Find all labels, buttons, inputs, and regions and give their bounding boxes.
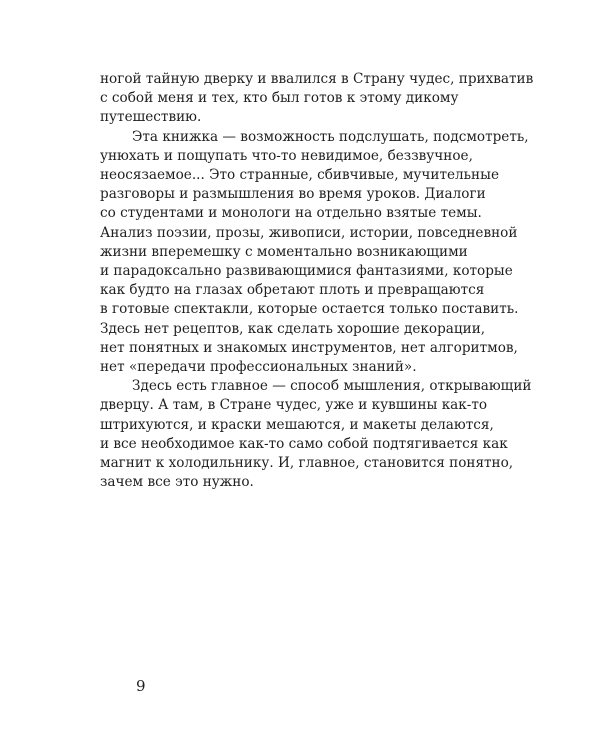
text-line: жизни вперемешку с моментально возникающими [100,243,468,260]
text-line: зачем все это нужно. [100,474,254,491]
text-line: в готовые спектакли, которые остается только поставить. [100,301,519,318]
text-line: и все необходимое как-то само собой подтягивается как [100,435,508,452]
text-line: путешествию. [100,109,202,126]
text-line: со студентами и монологи на отдельно взятые темы. [100,205,482,222]
text-line: магнит к холодильнику. И, главное, становится понятно, [100,455,514,472]
text-line: Здесь нет рецептов, как сделать хорошие декорации, [100,320,486,337]
text-line: как будто на глазах обретают плоть и превращаются [100,282,485,299]
text-line: унюхать и пощупать что-то невидимое, беззвучное, [100,147,473,164]
text-line: нет понятных и знакомых инструментов, нет алгоритмов, [100,339,518,356]
text-line: с собой меня и тех, кто был готов к этому дикому [100,90,459,107]
text-line: штрихуются, и краски мешаются, и макеты делаются, [100,416,494,433]
body-text [100,70,534,492]
text-line: ногой тайную дверку и ввалился в Страну чудес, прихватив [100,71,534,87]
text-line: Здесь есть главное — способ мышления, открывающий [132,378,532,395]
text-line: Эта книжка — возможность подслушать, подсмотреть, [132,128,529,145]
text-line: дверцу. А там, в Стране чудес, уже и кувшины как-то [100,397,488,414]
text-line: нет «передачи профессиональных знаний». [100,359,417,376]
page-number: 9 [136,677,146,695]
text-line: неосязаемое... Это странные, сбивчивые, мучительные [100,167,499,184]
text-line: разговоры и размышления во время уроков. Диалоги [100,186,486,203]
text-line: и парадоксально развивающимися фантазиями, которые [100,263,513,280]
text-line: Анализ поэзии, прозы, живописи, истории, повседневной [100,224,518,241]
